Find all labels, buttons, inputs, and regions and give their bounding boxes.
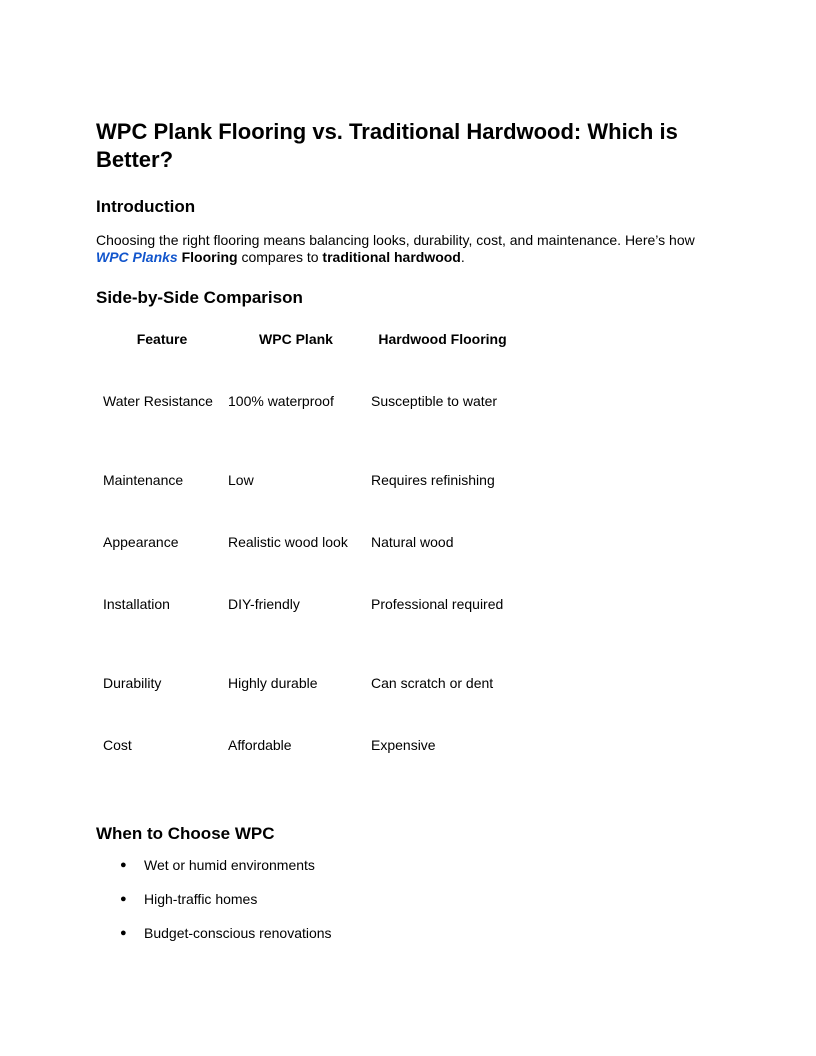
table-cell: 100% waterproof (228, 393, 334, 409)
table-cell: Appearance (103, 534, 179, 550)
column-header-feature: Feature (136, 331, 188, 347)
bullet-icon: ● (120, 859, 127, 871)
list-item-text: Wet or humid environments (144, 857, 315, 873)
page-title: WPC Plank Flooring vs. Traditional Hardwood: Which is Better? (96, 119, 678, 172)
list-item (96, 891, 720, 908)
table-cell: Highly durable (228, 675, 318, 691)
table-row (96, 675, 514, 737)
table-cell: DIY-friendly (228, 596, 300, 612)
column-header-wpc-plank: WPC Plank (259, 331, 333, 347)
list-item-text: Budget-conscious renovations (144, 925, 332, 941)
bullet-icon: ● (120, 927, 127, 939)
intro-hardwood-bold: traditional hardwood (322, 249, 461, 265)
table-cell: Susceptible to water (371, 393, 498, 409)
list-item-text: High-traffic homes (144, 891, 258, 907)
bullet-icon: ● (120, 893, 127, 905)
table-cell: Low (228, 472, 254, 488)
intro-flooring-bold: Flooring (177, 249, 238, 265)
table-cell: Cost (103, 737, 132, 753)
table-cell: Durability (103, 675, 162, 691)
when-to-choose-heading: When to Choose WPC (96, 824, 275, 843)
list-item (96, 857, 720, 874)
wpc-planks-link[interactable]: WPC Planks (96, 249, 178, 265)
table-cell: Requires refinishing (371, 472, 495, 488)
document-page (96, 118, 720, 959)
table-cell: Installation (103, 596, 170, 612)
table-cell: Maintenance (103, 472, 184, 488)
intro-text-start: Choosing the right flooring means balancing looks, durability, cost, and maintenance. Here’s how (96, 232, 695, 248)
table-cell: Can scratch or dent (371, 675, 494, 691)
intro-text-middle: compares to (237, 249, 323, 265)
table-row (96, 393, 514, 472)
table-row (96, 472, 514, 534)
table-cell: Water Resistance (103, 393, 213, 409)
table-cell: Natural wood (371, 534, 454, 550)
intro-text-end: . (460, 249, 465, 265)
comparison-heading: Side-by-Side Comparison (96, 288, 303, 307)
column-header-hardwood: Hardwood Flooring (378, 331, 507, 347)
table-row (96, 534, 514, 596)
comparison-table (96, 331, 514, 799)
list-item (96, 925, 720, 942)
table-cell: Affordable (228, 737, 292, 753)
table-row (96, 737, 514, 799)
introduction-heading: Introduction (96, 197, 196, 216)
table-row (96, 596, 514, 675)
table-cell: Realistic wood look (228, 534, 348, 550)
table-header-row (96, 331, 514, 393)
table-cell: Professional required (371, 596, 504, 612)
table-cell: Expensive (371, 737, 436, 753)
when-to-choose-list (96, 857, 720, 942)
introduction-paragraph (96, 232, 720, 266)
